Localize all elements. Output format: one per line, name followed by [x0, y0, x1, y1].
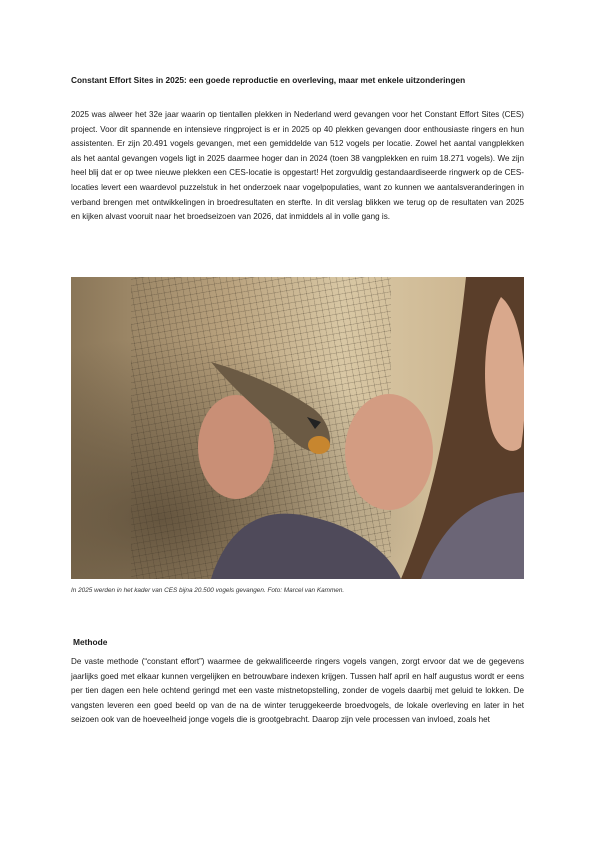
intro-paragraph: 2025 was alweer het 32e jaar waarin op tientallen plekken in Nederland werd gevangen voor het Constant Effort Sites (CES) project. Voor dit spannende en intensieve ringproject is er in 2025 op 40 plekken gevangen door enthousiaste ringers en hun assistenten. Er zijn 20.491 vogels gevangen, met een gemiddelde van 512 vogels per locatie. Zowel het aantal vangplekken als het aantal gevangen vogels ligt in 2025 daarmee hoger dan in 2024 (toen 38 vangplekken en ruim 18.271 vogels). We zijn heel blij dat er op twee nieuwe plekken een CES-locatie is opgestart! Het zorgvuldig gestandaardiseerde ringwerk op de CES-locaties levert een waardevol puzzelstuk in het onderzoek naar vogelpopulaties, want zo kunnen we aantalsveranderingen in verband brengen met ontwikkelingen in broedresultaten en sterfte. In dit verslag blikken we terug op de resultaten van 2025 en kijken alvast vooruit naar het broedseizoen van 2026, dat inmiddels al in volle gang is.: [71, 110, 524, 222]
article-photo: [71, 277, 524, 579]
methode-paragraph: De vaste methode (“constant effort”) waarmee de gekwalificeerde ringers vogels vangen, zorgt ervoor dat we de gegevens jaarlijks goed met elkaar kunnen vergelijken en betrouwbare indexen krijgen. Tussen half april en half augustus wordt er eens per tien dagen een hele ochtend geringd met een vaste mistnetopstelling, zonder de vogels daarbij met geluid te lokken. De vangsten leveren een goed beeld op van de na de winter teruggekeerde broedvogels, de lokale overleving en later in het seizoen ook van de hoeveelheid jonge vogels die is grootgebracht. Daarop zijn vele processen van invloed, zoals het: [71, 657, 524, 725]
section-heading-methode: Methode: [73, 637, 108, 647]
article-title: Constant Effort Sites in 2025: een goede reproductie en overleving, maar met enkele uitzonderingen: [71, 75, 466, 85]
photo-caption: In 2025 werden in het kader van CES bijna 20.500 vogels gevangen. Foto: Marcel van Kammen.: [71, 587, 345, 594]
